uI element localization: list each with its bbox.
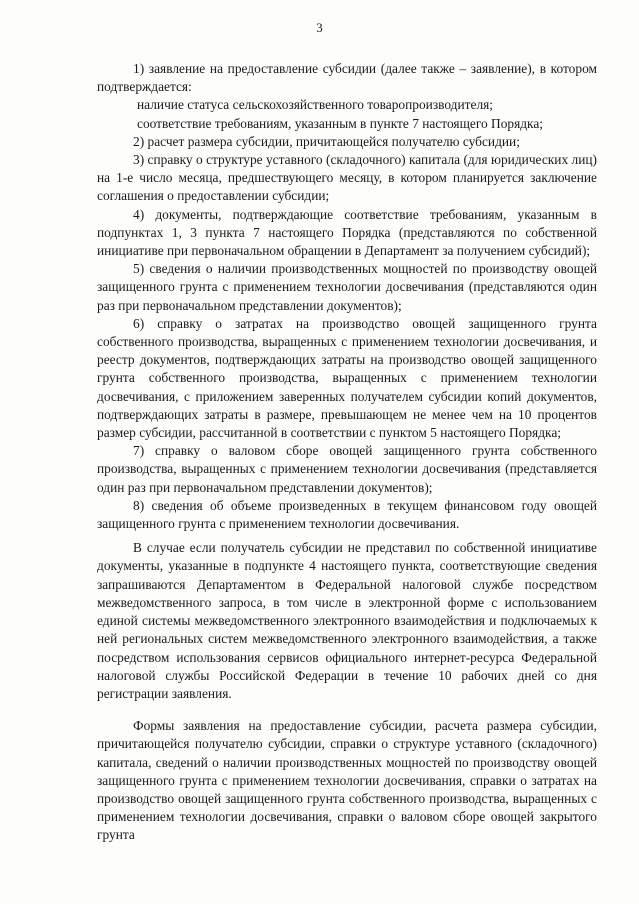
paragraph-item-8: 8) сведения об объеме произведенных в текущем финансовом году овощей защищенного грунта с применением технологии досвечивания. <box>97 497 597 532</box>
paragraph-item-5: 5) сведения о наличии производственных мощностей по производству овощей защищенного грунта с применением технологии досвечивания (представляются один раз при первоначальном представлении документов); <box>97 261 597 313</box>
paragraph-item-7: 7) справку о валовом сборе овощей защищенного грунта собственного производства, выращенных с применением технологии досвечивания (представляется один раз при первоначальном представлении документов); <box>97 443 597 495</box>
paragraph-item-3: 3) справку о структуре уставного (складочного) капитала (для юридических лиц) на 1-е число месяца, предшествующего месяцу, в котором планируется заключение соглашения о предоставлении субсидии; <box>97 152 597 204</box>
page-number: 3 <box>316 21 323 35</box>
paragraph-sub-requirements: соответствие требованиям, указанным в пункте 7 настоящего Порядка; <box>137 115 544 131</box>
paragraph-item-6: 6) справку о затратах на производство овощей защищенного грунта собственного производства, выращенных с применением технологии досвечивания, и реестр документов, подтверждающих затраты на производство овощей защищенного грунта собственного производства, выращенных с применением технологии досвечивания, с приложением заверенных получателем субсидии копий документов, подтверждающих затраты в размере, превышающем не менее чем на 10 процентов размер субсидии, рассчитанной в соответствии с пунктом 5 настоящего Порядка; <box>97 315 597 441</box>
paragraph-interagency-request: В случае если получатель субсидии не представил по собственной инициативе документы, указанные в подпункте 4 настоящего пункта, соответствующие сведения запрашиваются Департаментом в Федеральной налоговой службе посредством межведомственного запроса, в том числе в электронной форме с использованием единой системы межведомственного электронного взаимодействия и подключаемых к ней региональных систем межведомственного электронного взаимодействия, а также посредством использования сервисов официального интернет-ресурса Федеральной налоговой службы Российской Федерации в течение 10 рабочих дней со дня регистрации заявления. <box>97 540 597 701</box>
paragraph-forms: Формы заявления на предоставление субсидии, расчета размера субсидии, причитающейся получателю субсидии, справки о структуре уставного (складочного) капитала, сведений о наличии производственных мощностей по производству овощей защищенного грунта с применением технологии досвечивания, справки о затратах на производство овощей защищенного грунта собственного производства, выращенных с применением технологии досвечивания, справки о валовом сборе овощей закрытого грунта <box>97 718 597 843</box>
paragraph-item-1: 1) заявление на предоставление субсидии (далее также – заявление), в котором подтверждается: <box>97 61 597 95</box>
paragraph-item-4: 4) документы, подтверждающие соответствие требованиям, указанным в подпунктах 1, 3 пункта 7 настоящего Порядка (представляются по собственной инициативе при первоначальном обращении в Департамент за получением субсидий); <box>97 206 597 259</box>
document-body <box>97 60 597 845</box>
paragraph-sub-status: наличие статуса сельскохозяйственного товаропроизводителя; <box>137 97 494 113</box>
paragraph-item-2: 2) расчет размера субсидии, причитающейся получателю субсидии; <box>133 133 520 149</box>
